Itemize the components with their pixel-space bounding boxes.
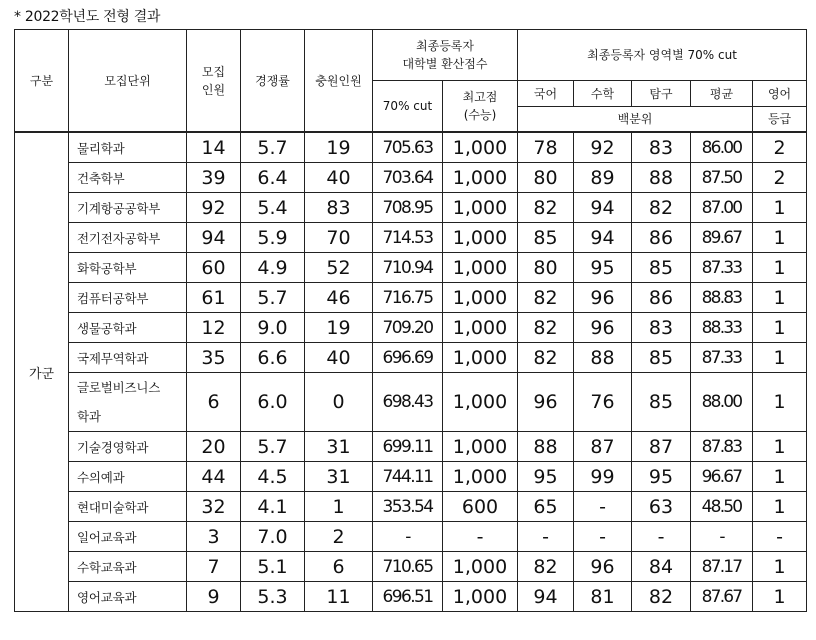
max-cell: 1,000 (443, 313, 518, 343)
cut70-cell: 714.53 (373, 223, 443, 253)
competition-cell: 9.0 (241, 313, 305, 343)
korean-cell: 80 (518, 163, 574, 193)
average-cell: 89.67 (691, 223, 753, 253)
competition-cell: 4.1 (241, 492, 305, 522)
additional-cell: 40 (305, 163, 373, 193)
average-cell: 87.33 (691, 343, 753, 373)
max-cell: 1,000 (443, 223, 518, 253)
korean-cell: 82 (518, 193, 574, 223)
dept-cell: 국제무역학과 (69, 343, 187, 373)
quota-cell: 39 (187, 163, 241, 193)
dept-cell: 글로벌비즈니스 학과 (69, 373, 187, 432)
inquiry-cell: 84 (632, 552, 691, 582)
header-percentile: 백분위 (518, 107, 753, 133)
english-cell: 1 (753, 283, 807, 313)
table-row (15, 343, 807, 373)
dept-cell: 수학교육과 (69, 552, 187, 582)
english-cell: 1 (753, 582, 807, 612)
competition-cell: 5.9 (241, 223, 305, 253)
average-cell: 86.00 (691, 132, 753, 163)
additional-cell: 19 (305, 313, 373, 343)
additional-cell: 11 (305, 582, 373, 612)
inquiry-cell: 82 (632, 193, 691, 223)
math-cell: 89 (574, 163, 632, 193)
cut70-cell: 696.69 (373, 343, 443, 373)
competition-cell: 4.5 (241, 462, 305, 492)
additional-cell: 6 (305, 552, 373, 582)
competition-cell: 5.1 (241, 552, 305, 582)
quota-cell: 6 (187, 373, 241, 432)
inquiry-cell: 85 (632, 343, 691, 373)
table-caption: * 2022학년도 전형 결과 (14, 9, 161, 25)
cut70-cell: 703.64 (373, 163, 443, 193)
competition-cell: 5.7 (241, 132, 305, 163)
max-cell: 1,000 (443, 373, 518, 432)
table-row (15, 522, 807, 552)
english-cell: 1 (753, 552, 807, 582)
table-row (15, 132, 807, 163)
korean-cell: 80 (518, 253, 574, 283)
korean-cell: 82 (518, 283, 574, 313)
average-cell: - (691, 522, 753, 552)
inquiry-cell: 85 (632, 373, 691, 432)
dept-cell: 전기전자공학부 (69, 223, 187, 253)
dept-cell: 컴퓨터공학부 (69, 283, 187, 313)
korean-cell: 95 (518, 462, 574, 492)
math-cell: 76 (574, 373, 632, 432)
inquiry-cell: 95 (632, 462, 691, 492)
math-cell: 88 (574, 343, 632, 373)
math-cell: 81 (574, 582, 632, 612)
competition-cell: 5.7 (241, 283, 305, 313)
english-cell: 2 (753, 163, 807, 193)
inquiry-cell: 85 (632, 253, 691, 283)
cut70-cell: 710.65 (373, 552, 443, 582)
quota-cell: 60 (187, 253, 241, 283)
quota-cell: 32 (187, 492, 241, 522)
additional-cell: 0 (305, 373, 373, 432)
cut70-cell: 709.20 (373, 313, 443, 343)
table-row (15, 253, 807, 283)
competition-cell: 5.7 (241, 432, 305, 462)
quota-cell: 7 (187, 552, 241, 582)
dept-cell: 일어교육과 (69, 522, 187, 552)
competition-cell: 5.4 (241, 193, 305, 223)
max-cell: 1,000 (443, 462, 518, 492)
table-row (15, 552, 807, 582)
quota-cell: 12 (187, 313, 241, 343)
max-cell: 1,000 (443, 432, 518, 462)
average-cell: 48.50 (691, 492, 753, 522)
math-cell: 87 (574, 432, 632, 462)
max-cell: 1,000 (443, 552, 518, 582)
inquiry-cell: 86 (632, 283, 691, 313)
korean-cell: 82 (518, 313, 574, 343)
table-row (15, 223, 807, 253)
english-cell: 1 (753, 462, 807, 492)
average-cell: 87.67 (691, 582, 753, 612)
math-cell: 95 (574, 253, 632, 283)
cut70-cell: 708.95 (373, 193, 443, 223)
dept-cell: 기계항공공학부 (69, 193, 187, 223)
max-cell: 1,000 (443, 283, 518, 313)
header-score-group: 최종등록자 대학별 환산점수 (373, 30, 518, 81)
korean-cell: - (518, 522, 574, 552)
table-row (15, 373, 807, 432)
max-cell: 1,000 (443, 163, 518, 193)
max-cell: 600 (443, 492, 518, 522)
header-max: 최고점 (수능) (443, 81, 518, 133)
quota-cell: 35 (187, 343, 241, 373)
english-cell: 1 (753, 492, 807, 522)
average-cell: 87.50 (691, 163, 753, 193)
header-math: 수학 (574, 81, 632, 107)
header-english: 영어 (753, 81, 807, 107)
max-cell: 1,000 (443, 253, 518, 283)
header-inquiry: 탐구 (632, 81, 691, 107)
competition-cell: 6.0 (241, 373, 305, 432)
english-cell: 1 (753, 373, 807, 432)
cut70-cell: 353.54 (373, 492, 443, 522)
additional-cell: 19 (305, 132, 373, 163)
dept-cell: 화학공학부 (69, 253, 187, 283)
korean-cell: 82 (518, 552, 574, 582)
dept-cell: 영어교육과 (69, 582, 187, 612)
table-row (15, 283, 807, 313)
max-cell: - (443, 522, 518, 552)
additional-cell: 70 (305, 223, 373, 253)
additional-cell: 46 (305, 283, 373, 313)
math-cell: 94 (574, 193, 632, 223)
average-cell: 96.67 (691, 462, 753, 492)
dept-cell: 물리학과 (69, 132, 187, 163)
additional-cell: 1 (305, 492, 373, 522)
inquiry-cell: 83 (632, 313, 691, 343)
cut70-cell: 744.11 (373, 462, 443, 492)
max-cell: 1,000 (443, 343, 518, 373)
quota-cell: 61 (187, 283, 241, 313)
dept-cell: 건축학부 (69, 163, 187, 193)
competition-cell: 7.0 (241, 522, 305, 552)
cut70-cell: - (373, 522, 443, 552)
header-korean: 국어 (518, 81, 574, 107)
english-cell: 1 (753, 253, 807, 283)
additional-cell: 52 (305, 253, 373, 283)
header-additional: 충원인원 (305, 30, 373, 133)
header-grade: 등급 (753, 107, 807, 133)
cut70-cell: 710.94 (373, 253, 443, 283)
competition-cell: 6.6 (241, 343, 305, 373)
cut70-cell: 716.75 (373, 283, 443, 313)
korean-cell: 94 (518, 582, 574, 612)
additional-cell: 2 (305, 522, 373, 552)
table-row (15, 163, 807, 193)
inquiry-cell: 82 (632, 582, 691, 612)
quota-cell: 9 (187, 582, 241, 612)
max-cell: 1,000 (443, 582, 518, 612)
korean-cell: 88 (518, 432, 574, 462)
inquiry-cell: - (632, 522, 691, 552)
english-cell: 1 (753, 223, 807, 253)
header-unit: 모집단위 (69, 30, 187, 133)
header-cut70: 70% cut (373, 81, 443, 133)
math-cell: 96 (574, 552, 632, 582)
quota-cell: 20 (187, 432, 241, 462)
average-cell: 87.17 (691, 552, 753, 582)
average-cell: 87.33 (691, 253, 753, 283)
average-cell: 87.00 (691, 193, 753, 223)
dept-cell: 생물공학과 (69, 313, 187, 343)
korean-cell: 78 (518, 132, 574, 163)
korean-cell: 65 (518, 492, 574, 522)
additional-cell: 83 (305, 193, 373, 223)
cut70-cell: 699.11 (373, 432, 443, 462)
competition-cell: 4.9 (241, 253, 305, 283)
additional-cell: 31 (305, 462, 373, 492)
math-cell: 94 (574, 223, 632, 253)
group-cell: 가군 (15, 132, 69, 612)
english-cell: 1 (753, 193, 807, 223)
header-group: 구분 (15, 30, 69, 133)
inquiry-cell: 63 (632, 492, 691, 522)
english-cell: - (753, 522, 807, 552)
math-cell: 92 (574, 132, 632, 163)
header-area-group: 최종등록자 영역별 70% cut (518, 30, 807, 81)
additional-cell: 31 (305, 432, 373, 462)
english-cell: 1 (753, 313, 807, 343)
math-cell: - (574, 492, 632, 522)
quota-cell: 92 (187, 193, 241, 223)
average-cell: 88.33 (691, 313, 753, 343)
max-cell: 1,000 (443, 193, 518, 223)
math-cell: 96 (574, 313, 632, 343)
dept-cell: 현대미술학과 (69, 492, 187, 522)
english-cell: 2 (753, 132, 807, 163)
table-row (15, 492, 807, 522)
table-row (15, 582, 807, 612)
quota-cell: 3 (187, 522, 241, 552)
average-cell: 88.00 (691, 373, 753, 432)
average-cell: 87.83 (691, 432, 753, 462)
dept-cell: 기술경영학과 (69, 432, 187, 462)
competition-cell: 6.4 (241, 163, 305, 193)
korean-cell: 85 (518, 223, 574, 253)
english-cell: 1 (753, 432, 807, 462)
quota-cell: 44 (187, 462, 241, 492)
table-row (15, 432, 807, 462)
korean-cell: 96 (518, 373, 574, 432)
dept-cell: 수의예과 (69, 462, 187, 492)
quota-cell: 14 (187, 132, 241, 163)
cut70-cell: 698.43 (373, 373, 443, 432)
table-row (15, 313, 807, 343)
table-row (15, 462, 807, 492)
header-average: 평균 (691, 81, 753, 107)
math-cell: 99 (574, 462, 632, 492)
inquiry-cell: 88 (632, 163, 691, 193)
cut70-cell: 696.51 (373, 582, 443, 612)
result-rows (15, 132, 807, 612)
inquiry-cell: 86 (632, 223, 691, 253)
admission-results-table (14, 29, 807, 612)
korean-cell: 82 (518, 343, 574, 373)
table-row (15, 193, 807, 223)
header-quota: 모집 인원 (187, 30, 241, 133)
additional-cell: 40 (305, 343, 373, 373)
quota-cell: 94 (187, 223, 241, 253)
inquiry-cell: 87 (632, 432, 691, 462)
inquiry-cell: 83 (632, 132, 691, 163)
competition-cell: 5.3 (241, 582, 305, 612)
header-competition: 경쟁률 (241, 30, 305, 133)
average-cell: 88.83 (691, 283, 753, 313)
cut70-cell: 705.63 (373, 132, 443, 163)
math-cell: 96 (574, 283, 632, 313)
math-cell: - (574, 522, 632, 552)
english-cell: 1 (753, 343, 807, 373)
max-cell: 1,000 (443, 132, 518, 163)
